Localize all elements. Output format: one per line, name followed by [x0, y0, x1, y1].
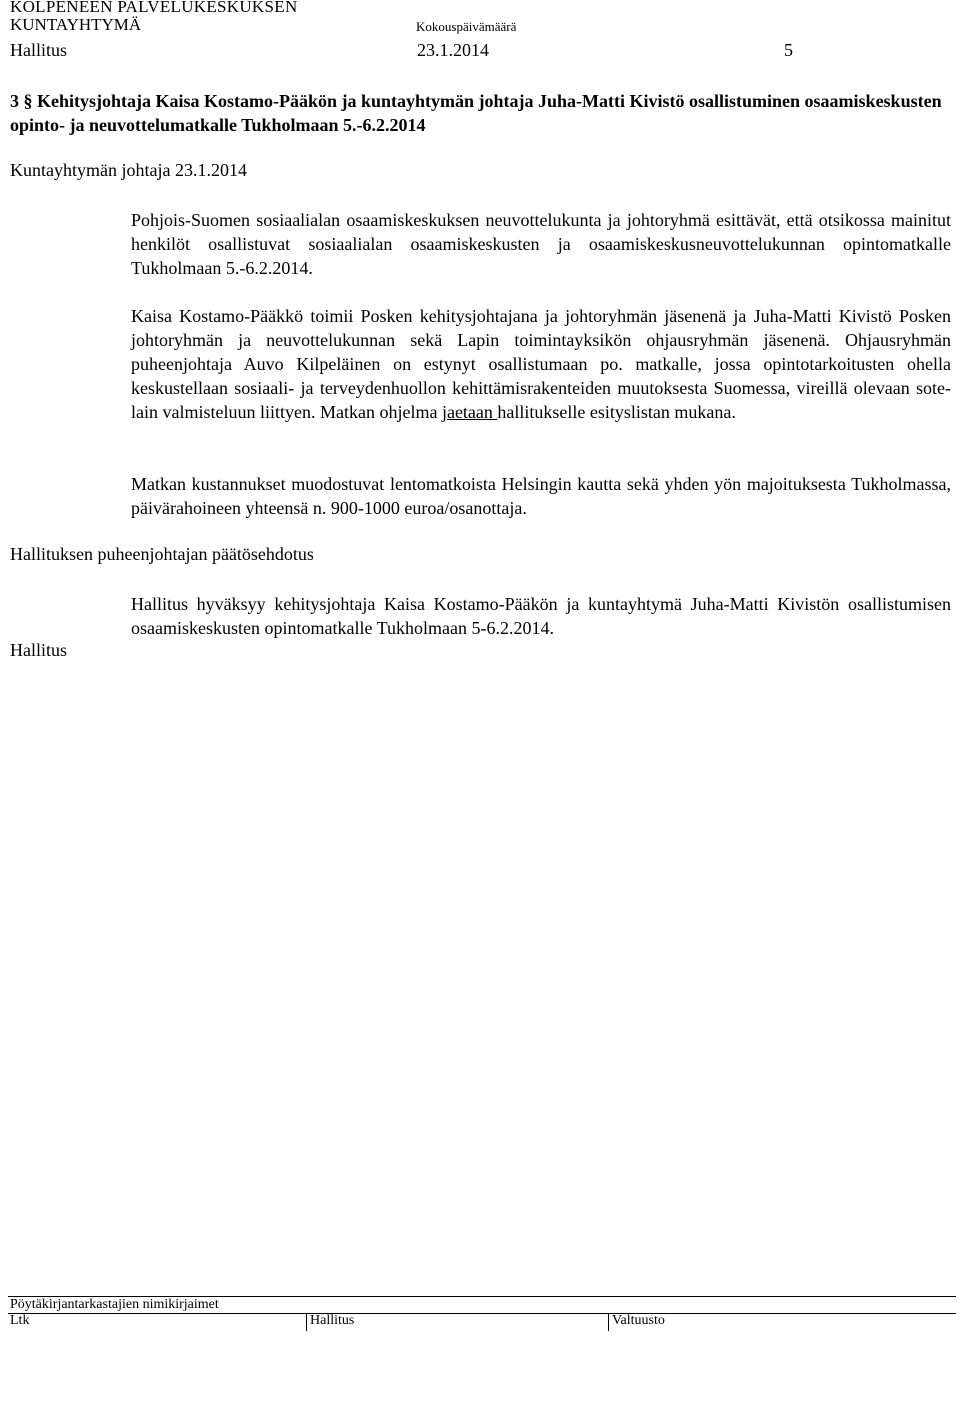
- paragraph-costs: Matkan kustannukset muodostuvat lentomatkoista Helsingin kautta sekä yhden yön majoituksesta Tukholmassa, päivärahoineen yhteensä n. 900-1000 euroa/osanottaja.: [131, 474, 951, 518]
- section-subtitle: Kuntayhtymän johtaja 23.1.2014: [10, 160, 247, 180]
- footer-col-ltk: Ltk: [10, 1313, 30, 1328]
- header-body: Hallitus: [10, 40, 67, 60]
- paragraph-participants-text: Kaisa Kostamo-Pääkkö toimii Posken kehitysjohtajana ja johtoryhmän jäsenenä ja Juha-Matti Kivistö Posken johtoryhmän ja neuvottelukunnan sekä Lapin toimintayksikön ohjausryhmän jäsenenä. Ohjausryhmän puheenjohtaja Auvo Kilpeläinen on estynyt osallistumaan po. matkalle, jossa opintotarkoitusten ohella keskustellaan sosiaali- ja terveydenhuollon kehittämisrakenteiden muutoksesta Suomessa, vireillä olevaan sote-lain valmisteluun liittyen. Matkan ohjelma: [131, 306, 951, 422]
- board-label: Hallitus: [10, 640, 67, 660]
- footer-col-hallitus: Hallitus: [310, 1313, 355, 1328]
- underlined-word: jaetaan: [441, 402, 498, 422]
- proposal-label: Hallituksen puheenjohtajan päätösehdotus: [10, 544, 314, 564]
- page-number: 5: [784, 40, 793, 60]
- meeting-date-label: Kokouspäivämäärä: [416, 19, 517, 34]
- paragraph-background: Pohjois-Suomen sosiaalialan osaamiskeskuksen neuvottelukunta ja johtoryhmä esittävät, että otsikossa mainitut henkilöt osallistuvat sosiaalialan osaamiskeskusten ja osaamiskeskusneuvottelukunnan opintomatkalle Tukholmaan 5.-6.2.2014.: [131, 210, 951, 278]
- paragraph-participants: [131, 304, 951, 424]
- organization-name-line2: KUNTAYHTYMÄ: [10, 15, 142, 34]
- section-title: 3 § Kehitysjohtaja Kaisa Kostamo-Pääkön ja kuntayhtymän johtaja Juha-Matti Kivistö osallistuminen osaamiskeskusten opinto- ja neuvottelumatkalle Tukholmaan 5.-6.2.2014: [10, 91, 942, 135]
- footer-divider-2: [608, 1313, 609, 1331]
- header-date: 23.1.2014: [417, 40, 489, 60]
- paragraph-decision: Hallitus hyväksyy kehitysjohtaja Kaisa Kostamo-Pääkön ja kuntayhtymä Juha-Matti Kivistön osallistumisen osaamiskeskusten opintomatkalle Tukholmaan 5-6.2.2014.: [131, 594, 951, 638]
- organization-name-line1: KOLPENEEN PALVELUKESKUKSEN: [10, 0, 298, 16]
- footer-middle-rule: [8, 1313, 956, 1314]
- footer-divider-1: [306, 1313, 307, 1331]
- signatures-label: Pöytäkirjantarkastajien nimikirjaimet: [10, 1297, 219, 1312]
- paragraph-participants-end: hallitukselle esityslistan mukana.: [497, 402, 736, 422]
- footer-col-valtuusto: Valtuusto: [612, 1313, 665, 1328]
